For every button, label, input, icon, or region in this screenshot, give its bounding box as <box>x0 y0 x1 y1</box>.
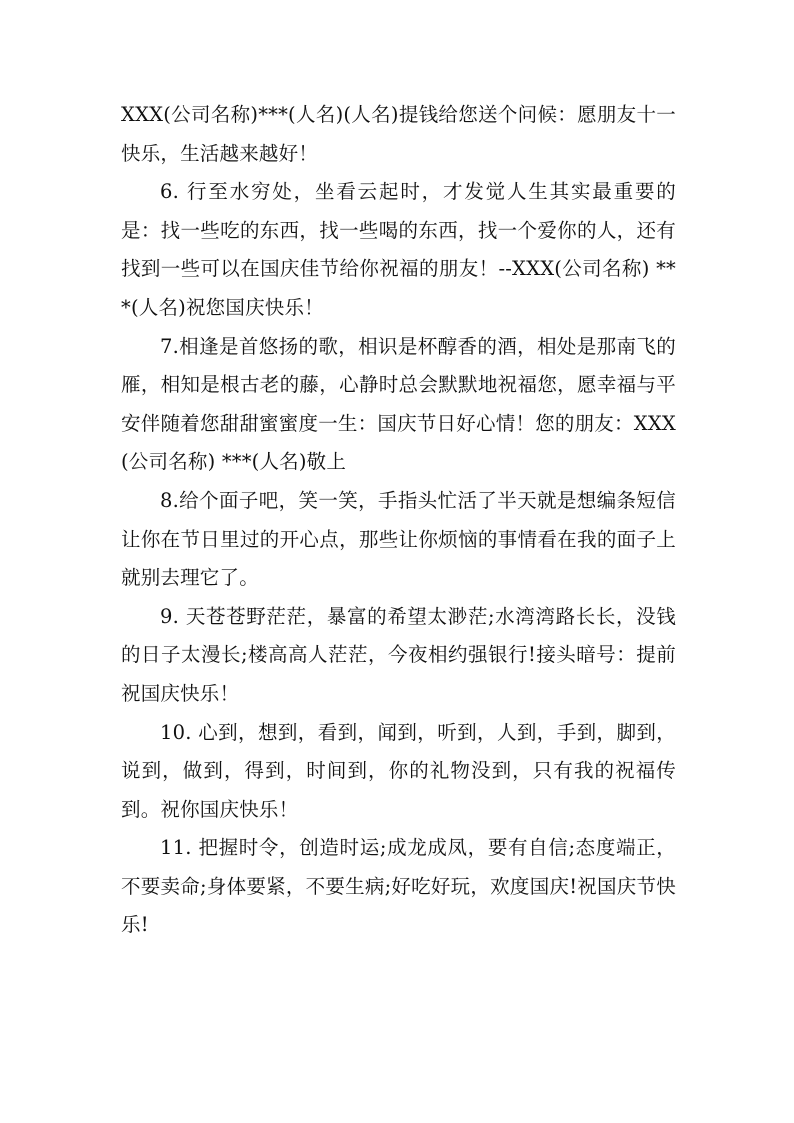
paragraph-7: 7.相逢是首悠扬的歌，相识是杯醇香的酒，相处是那南飞的雁，相知是根古老的藤，心静时总会默默地祝福您，愿幸福与平安伴随着您甜甜蜜蜜度一生：国庆节日好心情！您的朋友：XXX(公司名称) ***(人名)敬上 <box>121 334 676 474</box>
document-page <box>121 96 676 945</box>
paragraph-6: 6. 行至水穷处，坐看云起时，才发觉人生其实最重要的是：找一些吃的东西，找一些喝的东西，找一个爱你的人，还有找到一些可以在国庆佳节给你祝福的朋友！--XXX(公司名称) ***(人名)祝您国庆快乐！ <box>121 180 676 319</box>
paragraph-10: 10. 心到，想到，看到，闻到，听到，人到，手到，脚到，说到，做到，得到，时间到，你的礼物没到，只有我的祝福传到。祝你国庆快乐！ <box>121 720 676 821</box>
paragraph-11: 11. 把握时令，创造时运;成龙成凤，要有自信;态度端正，不要卖命;身体要紧，不要生病;好吃好玩，欢度国庆!祝国庆节快乐! <box>121 836 676 937</box>
paragraph-9: 9. 天苍苍野茫茫，暴富的希望太渺茫;水湾湾路长长，没钱的日子太漫长;楼高高人茫茫，今夜相约强银行!接头暗号：提前祝国庆快乐！ <box>121 604 676 705</box>
paragraph-continued: XXX(公司名称)***(人名)(人名)提钱给您送个问候：愿朋友十一快乐，生活越来越好！ <box>121 103 676 165</box>
paragraph-8: 8.给个面子吧，笑一笑，手指头忙活了半天就是想编条短信让你在节日里过的开心点，那些让你烦恼的事情看在我的面子上就别去理它了。 <box>121 488 676 590</box>
